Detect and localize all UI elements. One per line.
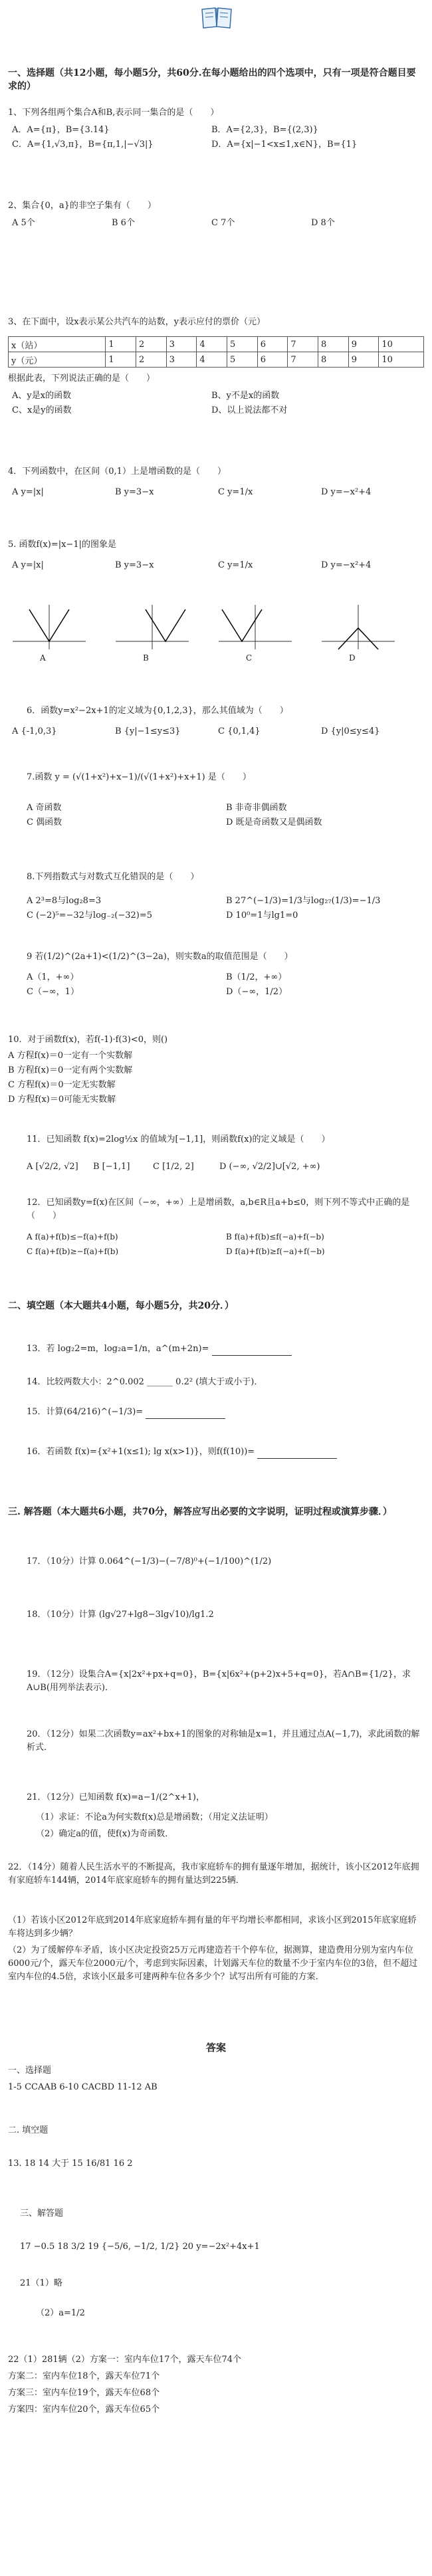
answers-17-20: 17 −0.5 18 3/2 19 {−5/6, −1/2, 1/2} 20 y=−2x²+4x+1	[20, 2242, 260, 2252]
option-b: B（1/2，+∞）	[226, 972, 287, 982]
graph-b	[112, 601, 192, 663]
table-cell: 7	[288, 352, 318, 368]
option-a: A [√2/2, √2]	[27, 1162, 78, 1172]
option-c: C（−∞，1）	[27, 987, 79, 997]
option-d: D、以上说法都不对	[211, 405, 288, 415]
book-logo-icon	[199, 4, 234, 31]
answers-solve-title: 三、解答题	[20, 2208, 64, 2218]
option-a: A（1，+∞）	[27, 972, 79, 982]
table-cell: 8	[318, 337, 349, 352]
graph-c-plot	[215, 601, 295, 652]
graph-c	[215, 601, 295, 663]
option-b: B 27^(−1/3)=1/3与log₂₇(1/3)=−1/3	[226, 896, 381, 906]
question-8: 8.下列指数式与对数式互化错误的是（ ）	[27, 872, 199, 882]
question-11-options	[27, 1160, 432, 1174]
option-d: D y=−x²+4	[321, 487, 372, 497]
answers-fill-values: 13. 18 14 大于 15 16/81 16 2	[8, 2159, 133, 2169]
option-a: A y=|x|	[12, 487, 44, 497]
table-cell: 2	[136, 352, 167, 368]
option-c: C．A={1,√3,π}，B={π,1,|−√3|}	[12, 140, 154, 150]
answers-choice-values: 1-5 CCAAB 6-10 CACBD 11-12 AB	[8, 2082, 158, 2092]
question-10-options	[8, 1049, 420, 1107]
question-15	[27, 1406, 432, 1419]
table-cell: 10	[379, 337, 424, 352]
option-b: B [−1,1]	[93, 1162, 130, 1172]
question-4: 4．下列函数中，在区间（0,1）上是增函数的是（ ）	[8, 467, 226, 477]
graph-a-label: A	[40, 653, 46, 663]
question-21-part-1: （1）求证：不论a为何实数f(x)总是增函数；（用定义法证明）	[36, 1812, 273, 1822]
table-cell: 4	[197, 352, 227, 368]
option-c: C {0,1,4}	[218, 726, 261, 736]
option-d: D（−∞，1/2）	[226, 987, 288, 997]
graph-d	[318, 601, 398, 663]
option-d: D (−∞, √2/2]∪[√2, +∞)	[219, 1162, 320, 1172]
question-21-part-2: （2）确定a的值，使f(x)为奇函数．	[36, 1829, 174, 1839]
option-d: D y=−x²+4	[321, 560, 372, 570]
question-12: 12．已知函数y=f(x)在区间（−∞，+∞）上是增函数，a,b∈R且a+b≤0，则下列不等式中正确的是（ ）	[27, 1198, 410, 1221]
question-3: 3、在下面中，设x表示某公共汽车的站数，y表示应付的票价（元）	[8, 317, 265, 327]
option-c: C (−2)⁵=−32与log₋₂(−32)=5	[27, 911, 153, 920]
graph-b-label: B	[143, 653, 149, 663]
option-c: C 方程f(x)＝0一定无实数解	[8, 1080, 116, 1090]
question-20: 20．（12分）如果二次函数y=ax²+bx+1的图象的对称轴是x=1，并且通过点A(−1,7)，求此函数的解析式．	[27, 1729, 420, 1753]
option-d: D 既是奇函数又是偶函数	[226, 817, 322, 827]
question-13-text: 13．若 log₂2=m，log₂a=1/n，a^(m+2n)=	[27, 1344, 209, 1354]
question-10: 10．对于函数f(x)，若f(-1)·f(3)<0，则()	[8, 1035, 168, 1045]
section-fill-title: 二、填空题（本大题共4小题，每小题5分，共20分．）	[8, 1301, 234, 1311]
table-cell: 9	[348, 352, 379, 368]
table-cell: 3	[166, 352, 197, 368]
question-4-options	[12, 485, 424, 500]
question-2: 2、集合{0，a}的非空子集有（ ）	[8, 201, 156, 211]
question-2-options	[12, 216, 424, 231]
question-3-options	[12, 389, 424, 418]
question-14: 14．比较两数大小：2^0.002 ______ 0.2² (填大于或小于)．	[27, 1377, 263, 1387]
answer-22-plan-3: 方案三：室内车位19个，露天车位68个	[8, 2388, 160, 2398]
graph-d-plot	[318, 601, 398, 652]
question-5-graphs	[9, 601, 421, 663]
option-a: A 奇函数	[27, 803, 62, 813]
table-row-x	[9, 337, 424, 352]
option-a: A {-1,0,3}	[12, 726, 57, 736]
table-cell: 4	[197, 337, 227, 352]
table-row-y	[9, 352, 424, 368]
answer-21-1: 21（1）略	[20, 2278, 62, 2288]
option-d: D {y|0≤y≤4}	[321, 726, 380, 736]
option-b: B f(a)+f(b)≤f(−a)+f(−b)	[226, 1232, 324, 1241]
answer-22-plan-4: 方案四：室内车位20个，露天车位65个	[8, 2405, 160, 2415]
option-b: B y=3−x	[115, 487, 154, 497]
option-c: C [1/2, 2]	[153, 1162, 194, 1172]
question-17: 17．（10分）计算 0.064^(−1/3)−(−7/8)⁰+(−1/100)^(1/2)	[27, 1556, 272, 1566]
question-7-options	[27, 801, 432, 830]
question-5-options	[12, 558, 424, 573]
answer-blank	[146, 1409, 225, 1419]
option-c: C、x是y的函数	[12, 405, 72, 415]
question-8-options	[27, 894, 432, 923]
question-5: 5. 函数f(x)=|x−1|的图象是	[8, 540, 116, 550]
table-cell: 3	[166, 337, 197, 352]
question-3-stem: 根据此表，下列说法正确的是（ ）	[8, 374, 156, 383]
question-13	[27, 1342, 432, 1356]
graph-c-label: C	[246, 653, 253, 663]
option-c: C f(a)+f(b)≥−f(a)+f(b)	[27, 1247, 119, 1256]
question-12-options	[27, 1230, 432, 1259]
table-cell: 10	[379, 352, 424, 368]
graph-a-plot	[9, 601, 89, 652]
section-solve-title: 三. 解答题（本大题共6小题，共70分，解答应写出必要的文字说明，证明过程或演算步骤．）	[8, 1507, 392, 1517]
option-d: D f(a)+f(b)≥f(−a)+f(−b)	[226, 1247, 325, 1256]
option-d: D 10⁰=1与lg1=0	[226, 911, 298, 920]
answer-blank	[257, 1449, 337, 1459]
option-b: B 非奇非偶函数	[226, 803, 287, 813]
question-11: 11．已知函数 f(x)=2log½x 的值域为[−1,1]，则函数f(x)的定义域是（ ）	[27, 1134, 330, 1144]
option-c: C y=1/x	[218, 487, 253, 497]
option-a: A f(a)+f(b)≤−f(a)+f(b)	[27, 1232, 118, 1241]
graph-a	[9, 601, 89, 663]
table-cell: y（元）	[9, 352, 106, 368]
option-a: A 5个	[12, 218, 35, 228]
option-b: B 6个	[112, 218, 135, 228]
table-cell: 8	[318, 352, 349, 368]
table-cell: 7	[288, 337, 318, 352]
section-choice-title: 一、选择题（共12小题，每小题5分，共60分.在每小题给出的四个选项中，只有一项是符合题目要求的）	[8, 68, 416, 92]
answer-22-1: 22（1）281辆（2）方案一：室内车位17个，露天车位74个	[8, 2355, 241, 2365]
option-a: A．A={π}，B={3.14}	[12, 125, 110, 135]
question-18: 18．（10分）计算 (lg√27+lg8−3lg√10)/lg1.2	[27, 1610, 214, 1620]
question-22: 22．（14分）随着人民生活水平的不断提高，我市家庭轿车的拥有量逐年增加，据统计，该小区2012年底拥有家庭轿车144辆，2014年底家庭轿车的拥有量达到225辆．	[8, 1862, 419, 1885]
question-19: 19．（12分）设集合A={x|2x²+px+q=0}，B={x|6x²+(p+2)x+5+q=0}，若A∩B={1/2}，求A∪B(用列举法表示)．	[27, 1669, 411, 1693]
answer-blank	[212, 1346, 292, 1356]
question-22-part-1: （1）若该小区2012年底到2014年底家庭轿车拥有量的年平均增长率都相同，求该小区到2015年底家庭轿车将达到多少辆？	[8, 1915, 417, 1939]
question-16-text: 16．若函数 f(x)={x²+1(x≤1); lg x(x>1)}，则f(f(10))=	[27, 1447, 255, 1457]
option-b: B．A={2,3}，B={(2,3)}	[211, 125, 318, 135]
fare-table	[8, 336, 424, 368]
question-15-text: 15．计算(64/216)^(−1/3)=	[27, 1407, 144, 1417]
option-b: B {y|−1≤y≤3}	[115, 726, 181, 736]
option-b: B 方程f(x)＝0一定有两个实数解	[8, 1065, 133, 1075]
table-cell: x（站）	[9, 337, 106, 352]
table-cell: 9	[348, 337, 379, 352]
table-cell: 5	[227, 337, 258, 352]
answers-fill-title: 二. 填空题	[8, 2125, 49, 2135]
table-cell: 5	[227, 352, 258, 368]
option-d: D 方程f(x)＝0可能无实数解	[8, 1095, 116, 1105]
question-9-options	[27, 970, 432, 1000]
option-c: C 7个	[211, 218, 235, 228]
option-a: A 2³=8与log₂8=3	[27, 896, 102, 906]
option-c: C y=1/x	[218, 560, 253, 570]
option-d: D．A={x|−1<x≤1,x∈N}，B={1}	[211, 140, 358, 150]
option-a: A 方程f(x)＝0一定有一个实数解	[8, 1051, 133, 1061]
question-1: 1、下列各组两个集合A和B,表示同一集合的是（ ）	[8, 108, 219, 118]
question-22-part-2: （2）为了缓解停车矛盾，该小区决定投资25万元再建造若干个停车位，据测算，建造费用分别为室内车位6000元/个，露天车位2000元/个，考虑到实际因素，计划露天车位的数量不少于室内车位的3倍，但不超过室内车位的4.5倍，求该小区最多可建两种车位各多少个？试写出所有可能的方案．	[8, 1945, 418, 1982]
question-7: 7.函数 y = (√(1+x²)+x−1)/(√(1+x²)+x+1) 是（ ）	[27, 772, 251, 782]
answers-title: 答案	[205, 2042, 226, 2054]
question-16	[27, 1446, 432, 1459]
option-c: C 偶函数	[27, 817, 62, 827]
question-6: 6．函数y=x²−2x+1的定义域为{0,1,2,3}，那么其值域为（ ）	[27, 706, 288, 716]
option-d: D 8个	[311, 218, 335, 228]
question-1-options	[12, 123, 424, 152]
graph-d-label: D	[349, 653, 356, 663]
question-21: 21．（12分）已知函数 f(x)=a−1/(2^x+1)，	[27, 1792, 205, 1802]
graph-b-plot	[112, 601, 192, 652]
table-cell: 1	[106, 337, 136, 352]
option-b: B y=3−x	[115, 560, 154, 570]
table-cell: 6	[257, 337, 288, 352]
answer-22-plan-2: 方案二：室内车位18个，露天车位71个	[8, 2371, 160, 2381]
question-9: 9 若(1/2)^(2a+1)<(1/2)^(3−2a)，则实数a的取值范围是（ ）	[27, 952, 293, 962]
answer-21-2: （2）a=1/2	[36, 2308, 85, 2318]
table-cell: 1	[106, 352, 136, 368]
option-b: B、y不是x的函数	[211, 391, 280, 401]
question-6-options	[12, 724, 424, 739]
table-cell: 6	[257, 352, 288, 368]
option-a: A、y是x的函数	[12, 391, 72, 401]
answers-choice-title: 一、选择题	[8, 2066, 52, 2076]
option-a: A y=|x|	[12, 560, 44, 570]
table-cell: 2	[136, 337, 167, 352]
